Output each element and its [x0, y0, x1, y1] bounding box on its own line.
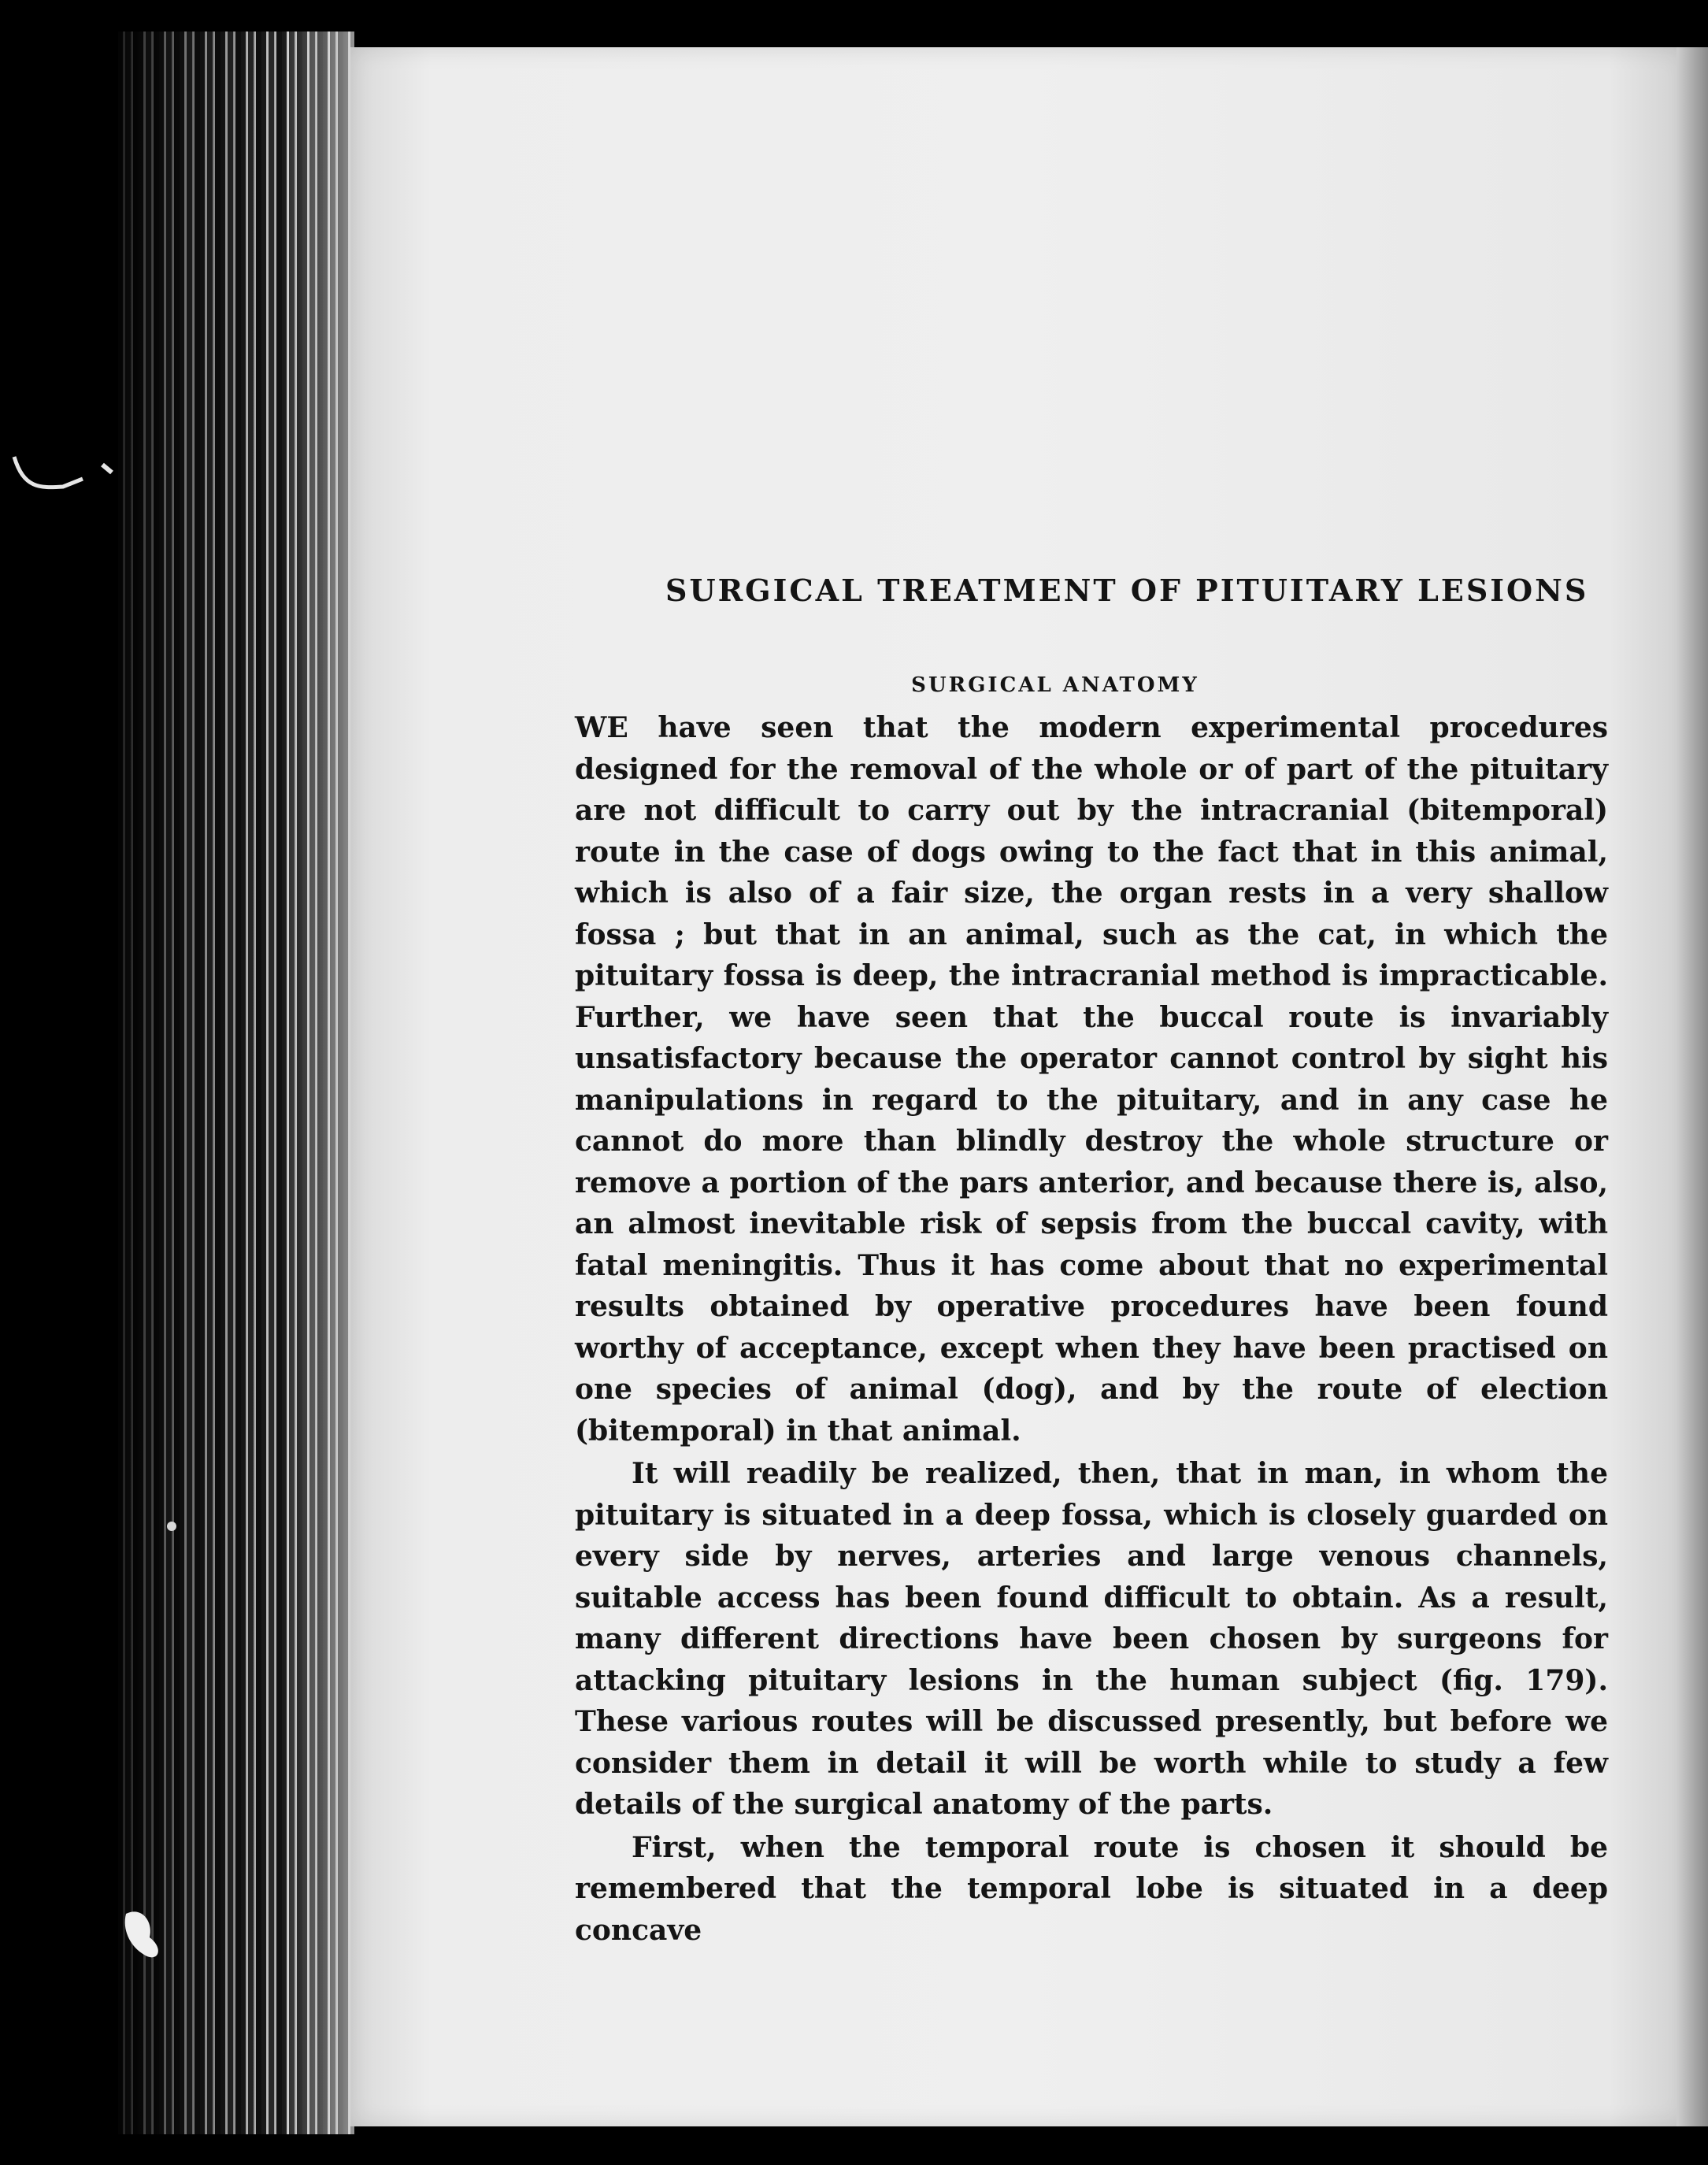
- fore-edge-shadow: [118, 32, 354, 2134]
- paragraph: First, when the temporal route is chosen it should be remembered that the temporal lobe is situated in a deep concave: [575, 1830, 1608, 1947]
- paragraph: It will readily be realized, then, that in man, in whom the pituitary is situated in a deep fossa, which is closely guarded on every side by nerves, arteries and large venous channels, suitable access has been found difficult to obtain. As a result, many different directions have been chosen by surgeons for attacking pituitary lesions in the human subject (fig. 179). These various routes will be discussed presently, but before we consider them in detail it will be worth while to study a few details of the surgical anatomy of the parts.: [575, 1457, 1608, 1821]
- paragraph: WE have seen that the modern experimental procedures designed for the removal of the whole or of part of the pituitary are not difficult to carry out by the intracranial (bitemporal) route in the case of dogs owing to the fact that in this animal, which is also of a fair size, the organ rests in a very shallow fossa ; but that in an animal, such as the cat, in which the pituitary fossa is deep, the intracranial method is impracticable. Further, we have seen that the buccal route is invariably unsatisfactory because the operator cannot control by sight his manipulations in regard to the pituitary, and in any case he cannot do more than blindly destroy the whole structure or remove a portion of the pars anterior, and because there is, also, an almost inevitable risk of sepsis from the buccal cavity, with fatal meningitis. Thus it has come about that no experimental results obtained by operative procedures have been found worthy of acceptance, except when they have been practised on one species of animal (dog), and by the route of election (bitemporal) in that animal.: [575, 711, 1608, 1448]
- page-text-block: [575, 567, 1608, 1952]
- section-heading: SURGICAL ANATOMY: [911, 673, 1199, 697]
- body-text: [575, 707, 1608, 1951]
- margin-speck-mark: [157, 1512, 189, 1544]
- running-head: SURGICAL TREATMENT OF PITUITARY LESIONS: [665, 573, 1589, 608]
- page-right-edge: [1677, 47, 1708, 2126]
- margin-scribble-mark: [8, 441, 118, 504]
- margin-blot-mark: [118, 1906, 173, 1969]
